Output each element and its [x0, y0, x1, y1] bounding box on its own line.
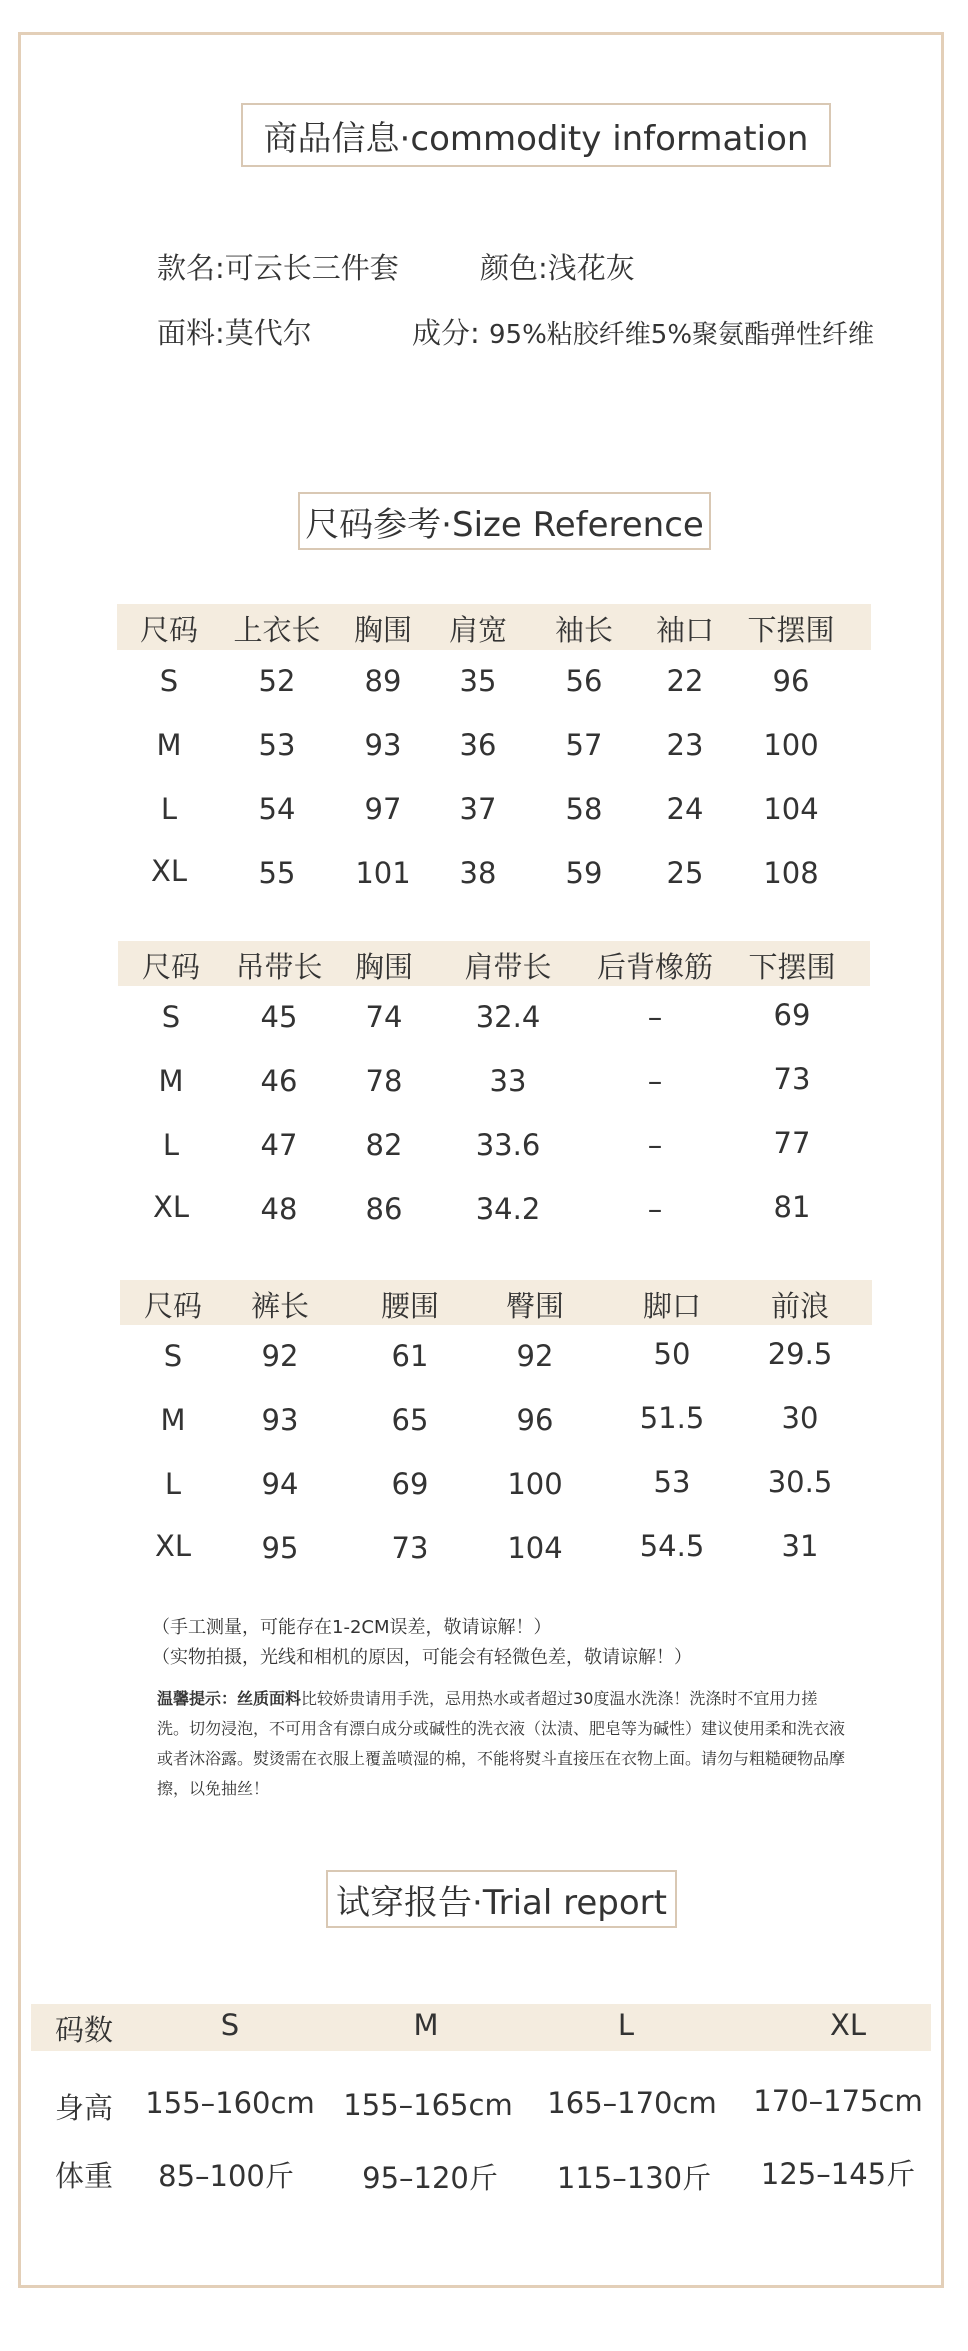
table-cell: 94 [261, 1467, 299, 1501]
table-cell: 74 [365, 1000, 403, 1034]
table-cell: 92 [516, 1339, 554, 1373]
table-cell: 93 [364, 728, 402, 762]
photo-note: （实物拍摄，光线和相机的原因，可能会有轻微色差，敬请谅解！） [152, 1647, 692, 1668]
table-cell: 101 [355, 856, 411, 890]
table-cell: 45 [260, 1000, 298, 1034]
table-cell: 31 [781, 1529, 819, 1563]
table-cell: L [164, 1467, 182, 1501]
fabric-value: 莫代尔 [224, 316, 312, 350]
table-cell: 96 [516, 1403, 554, 1437]
table-cell: 73 [773, 1062, 811, 1096]
table-cell: 104 [507, 1531, 563, 1565]
table-cell: 59 [565, 856, 603, 890]
table-cell: 104 [763, 792, 819, 826]
table-cell: 50 [653, 1337, 691, 1371]
table-cell: 93 [261, 1403, 299, 1437]
header-cell: 胸围 [353, 613, 413, 647]
color-value: 浅花灰 [547, 251, 635, 285]
table-cell: 97 [364, 792, 402, 826]
table-cell: 53 [258, 728, 296, 762]
table-cell: XL [154, 1529, 192, 1563]
composition-value: 95%粘胶纤维5%聚氨酯弹性纤维 [489, 320, 875, 350]
table-cell: 82 [365, 1128, 403, 1162]
header-cell: 前浪 [770, 1289, 830, 1323]
table-cell: 体重 [54, 2159, 114, 2193]
size-reference-title: 尺码参考·Size Reference [298, 492, 711, 550]
table-cell: 54 [258, 792, 296, 826]
table-cell: – [647, 1064, 663, 1098]
table-cell: 37 [459, 792, 497, 826]
header-cell: 臀围 [505, 1289, 565, 1323]
table-cell: 52 [258, 664, 296, 698]
table-cell: 108 [763, 856, 819, 890]
table-cell: 170–175cm [753, 2084, 923, 2118]
table-cell: – [647, 1000, 663, 1034]
table-cell: 36 [459, 728, 497, 762]
table-cell: XL [150, 854, 188, 888]
table-cell: 23 [666, 728, 704, 762]
header-cell: 后背橡筋 [596, 950, 714, 984]
header-cell: L [617, 2008, 635, 2042]
table-cell: 51.5 [639, 1401, 705, 1435]
table-cell: M [156, 728, 182, 762]
header-cell: 脚口 [642, 1289, 702, 1323]
table-cell: 30 [781, 1401, 819, 1435]
table-cell: S [161, 1000, 181, 1034]
table-cell: 92 [261, 1339, 299, 1373]
table-cell: 95–120斤 [362, 2161, 498, 2195]
table-cell: 95 [261, 1531, 299, 1565]
header-cell: 下摆围 [747, 613, 835, 647]
tip-label: 温馨提示： [157, 1689, 238, 1708]
header-cell: 尺码 [141, 950, 201, 984]
trial-report-title: 试穿报告·Trial report [326, 1870, 677, 1928]
table-cell: 38 [459, 856, 497, 890]
table-cell: M [160, 1403, 186, 1437]
table-cell: 69 [773, 998, 811, 1032]
table-cell: 29.5 [767, 1337, 833, 1371]
header-cell: 裤长 [250, 1289, 310, 1323]
composition-label: 成分: [412, 316, 480, 350]
fabric-info [157, 311, 312, 352]
table-cell: 96 [772, 664, 810, 698]
table-cell: 61 [391, 1339, 429, 1373]
table-cell: 47 [260, 1128, 298, 1162]
header-cell: 袖口 [655, 613, 715, 647]
table-cell: 身高 [54, 2091, 114, 2125]
color-info [480, 246, 635, 287]
table-cell: 81 [773, 1190, 811, 1224]
style-name [157, 246, 399, 287]
table-cell: 57 [565, 728, 603, 762]
camisole-size-table [118, 941, 870, 1241]
style-label: 款名: [157, 251, 225, 285]
header-cell: 尺码 [143, 1289, 203, 1323]
header-cell: S [220, 2008, 240, 2042]
table-cell: 125–145斤 [760, 2157, 916, 2191]
table-cell: 89 [364, 664, 402, 698]
tip-bold: 丝质面料 [237, 1689, 302, 1708]
table-cell: 86 [365, 1192, 403, 1226]
table-cell: – [647, 1128, 663, 1162]
table-cell: – [647, 1192, 663, 1226]
table-cell: 54.5 [639, 1529, 705, 1563]
table-cell: 100 [763, 728, 819, 762]
table-cell: 25 [666, 856, 704, 890]
table-cell: 73 [391, 1531, 429, 1565]
table-cell: 30.5 [767, 1465, 833, 1499]
table-cell: 55 [258, 856, 296, 890]
table-header-bg [120, 1280, 872, 1325]
table-cell: 48 [260, 1192, 298, 1226]
header-cell: 腰围 [380, 1289, 440, 1323]
table-cell: 77 [773, 1126, 811, 1160]
measure-note: （手工测量，可能存在1-2CM误差，敬请谅解！） [152, 1617, 552, 1638]
table-cell: 65 [391, 1403, 429, 1437]
composition-info [412, 311, 874, 352]
header-cell: M [413, 2008, 439, 2042]
table-cell: S [163, 1339, 183, 1373]
table-cell: L [160, 792, 178, 826]
header-cell: 上衣长 [233, 613, 321, 647]
table-cell: 78 [365, 1064, 403, 1098]
commodity-title: 商品信息·commodity information [241, 103, 831, 167]
table-header-bg [31, 2004, 931, 2051]
table-cell: 155–160cm [145, 2086, 315, 2120]
tip-text: 比较娇贵请用手洗，忌用热水或者超过30度温水洗涤！洗涤时不宜用力搓洗。切勿浸泡，不可用含有漂白成分或碱性的洗衣液（汰渍、肥皂等为碱性）建议使用柔和洗衣液或者沐浴露。熨烫需在衣服上覆盖喷湿的棉，不能将熨斗直接压在衣物上面。请勿与粗糙硬物品摩擦，以免抽丝！ [157, 1689, 846, 1798]
table-cell: 33 [489, 1064, 527, 1098]
header-cell: 下摆围 [748, 950, 836, 984]
table-cell: M [158, 1064, 184, 1098]
table-cell: 24 [666, 792, 704, 826]
table-cell: 165–170cm [547, 2086, 717, 2120]
care-tip [157, 1684, 847, 1804]
color-label: 颜色: [480, 251, 548, 285]
top-size-table [117, 604, 871, 904]
table-cell: XL [152, 1190, 190, 1224]
table-cell: L [162, 1128, 180, 1162]
table-cell: 100 [507, 1467, 563, 1501]
header-cell: 尺码 [139, 613, 199, 647]
table-cell: 33.6 [475, 1128, 541, 1162]
header-cell: 袖长 [554, 613, 614, 647]
header-cell: 码数 [54, 2013, 114, 2047]
style-value: 可云长三件套 [224, 251, 399, 285]
table-cell: 32.4 [475, 1000, 541, 1034]
pants-size-table [120, 1280, 872, 1580]
table-cell: 35 [459, 664, 497, 698]
table-cell: 34.2 [475, 1192, 541, 1226]
header-cell: 肩带长 [464, 950, 552, 984]
table-cell: 56 [565, 664, 603, 698]
table-cell: 85–100斤 [158, 2159, 294, 2193]
table-cell: 58 [565, 792, 603, 826]
table-cell: 22 [666, 664, 704, 698]
table-cell: 115–130斤 [556, 2161, 712, 2195]
header-cell: 肩宽 [448, 613, 508, 647]
table-cell: 155–165cm [343, 2088, 513, 2122]
header-cell: 胸围 [354, 950, 414, 984]
table-cell: 69 [391, 1467, 429, 1501]
table-cell: S [159, 664, 179, 698]
fabric-label: 面料: [157, 316, 225, 350]
trial-report-table [31, 2004, 931, 2204]
table-cell: 46 [260, 1064, 298, 1098]
table-cell: 53 [653, 1465, 691, 1499]
header-cell: 吊带长 [235, 950, 323, 984]
header-cell: XL [829, 2008, 867, 2042]
